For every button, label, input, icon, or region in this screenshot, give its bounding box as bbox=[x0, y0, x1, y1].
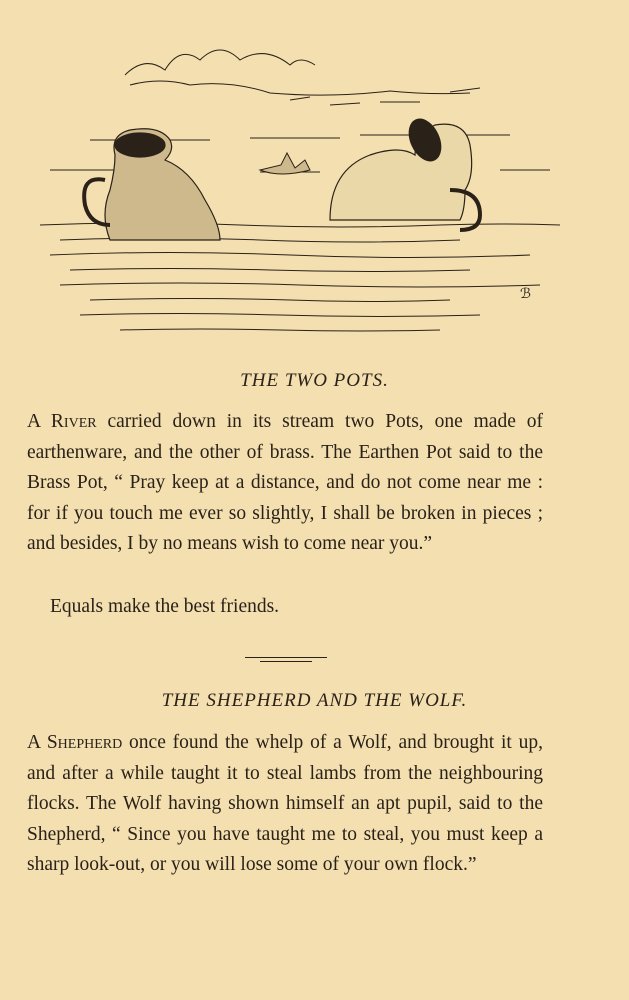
section-divider-short bbox=[260, 661, 312, 662]
svg-text:ℬ: ℬ bbox=[520, 286, 532, 302]
section-divider bbox=[245, 657, 327, 658]
two-pots-river-illustration bbox=[30, 30, 570, 340]
story-body: carried down in its stream two Pots, one made of earthenware, and the other of brass. The Earthen Pot said to the Brass Pot, “ Pray keep at a distance, and do not come near me : for if you touch me ever so slightly, I shall be broken in pieces ; and besides, I by no means wish to come near you.” bbox=[27, 411, 544, 554]
story-title: THE SHEPHERD AND THE WOLF. bbox=[161, 690, 468, 711]
lead-word: A River bbox=[27, 411, 97, 432]
story-paragraph bbox=[27, 728, 543, 881]
story-title: THE TWO POTS. bbox=[240, 370, 389, 391]
story-body: once found the whelp of a Wolf, and brought it up, and after a while taught it to steal lambs from the neighbouring flocks. The Wolf having shown himself an apt pupil, said to the Shepherd, “ Since you have taught me to steal, you must keep a sharp look-out, or you will lose some of your own flock.” bbox=[27, 732, 543, 875]
lead-word: A Shepherd bbox=[27, 732, 123, 753]
story-moral: Equals make the best friends. bbox=[50, 596, 280, 617]
story-paragraph bbox=[27, 407, 543, 560]
